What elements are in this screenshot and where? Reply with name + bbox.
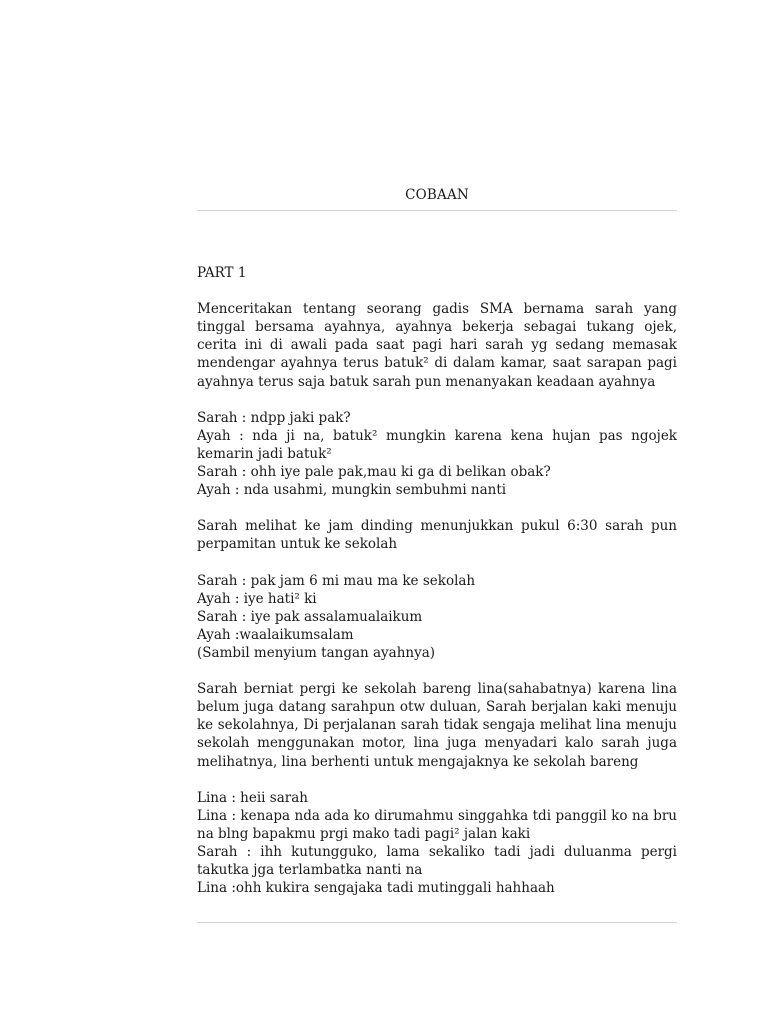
dialog-line: Sarah : pak jam 6 mi mau ma ke sekolah [197,572,476,589]
dialog-line: Ayah :waalaikumsalam [197,626,354,643]
document-title: COBAAN [405,187,469,203]
dialog-line: Ayah : nda usahmi, mungkin sembuhmi nanti [197,482,507,499]
paragraph-intro: Menceritakan tentang seorang gadis SMA bernama sarah yang tinggal bersama ayahnya, ayahnya bekerja sebagai tukang ojek, cerita ini di awali pada saat pagi hari sarah yg sedang memasak mendengar ayahnya terus batuk² di dalam kamar, saat sarapan pagi ayahnya terus saja batuk sarah pun menanyakan keadaan ayahnya [197,301,677,390]
dialog-line: Ayah : nda ji na, batuk² mungkin karena kena hujan pas ngojek kemarin jadi batuk² [197,427,677,462]
part-heading: PART 1 [197,265,247,281]
header-divider [197,210,677,211]
paragraph-walk: Sarah berniat pergi ke sekolah bareng lina(sahabatnya) karena lina belum juga datang sarahpun otw duluan, Sarah berjalan kaki menuju ke sekolahnya, Di perjalanan sarah tidak sengaja melihat lina menuju sekolah menggunakan motor, lina juga menyadari kalo sarah juga melihatnya, lina berhenti untuk mengajaknya ke sekolah bareng [197,681,677,770]
footer-divider [197,922,677,923]
dialog-line: Ayah : iye hati² ki [197,590,317,607]
paragraph-clock: Sarah melihat ke jam dinding menunjukkan pukul 6:30 sarah pun perpamitan untuk ke sekolah [197,518,677,553]
dialog-line: Lina :ohh kukira sengajaka tadi mutinggali hahhaah [197,880,555,897]
document-body [197,264,677,897]
dialog-line: Sarah : ndpp jaki pak? [197,409,351,426]
dialog-line: Sarah : iye pak assalamualaikum [197,608,423,625]
dialog-line: Sarah : ohh iye pale pak,mau ki ga di belikan obak? [197,464,551,481]
dialog-line: Lina : kenapa nda ada ko dirumahmu singgahka tdi panggil ko na bru na blng bapakmu prgi mako tadi pagi² jalan kaki [197,807,677,842]
dialog-line: Sarah : ihh kutungguko, lama sekaliko tadi jadi duluanma pergi takutka jga terlambatka nanti na [197,844,677,879]
dialog-line: Lina : heii sarah [197,789,308,806]
stage-direction: (Sambil menyium tangan ayahnya) [197,644,436,661]
